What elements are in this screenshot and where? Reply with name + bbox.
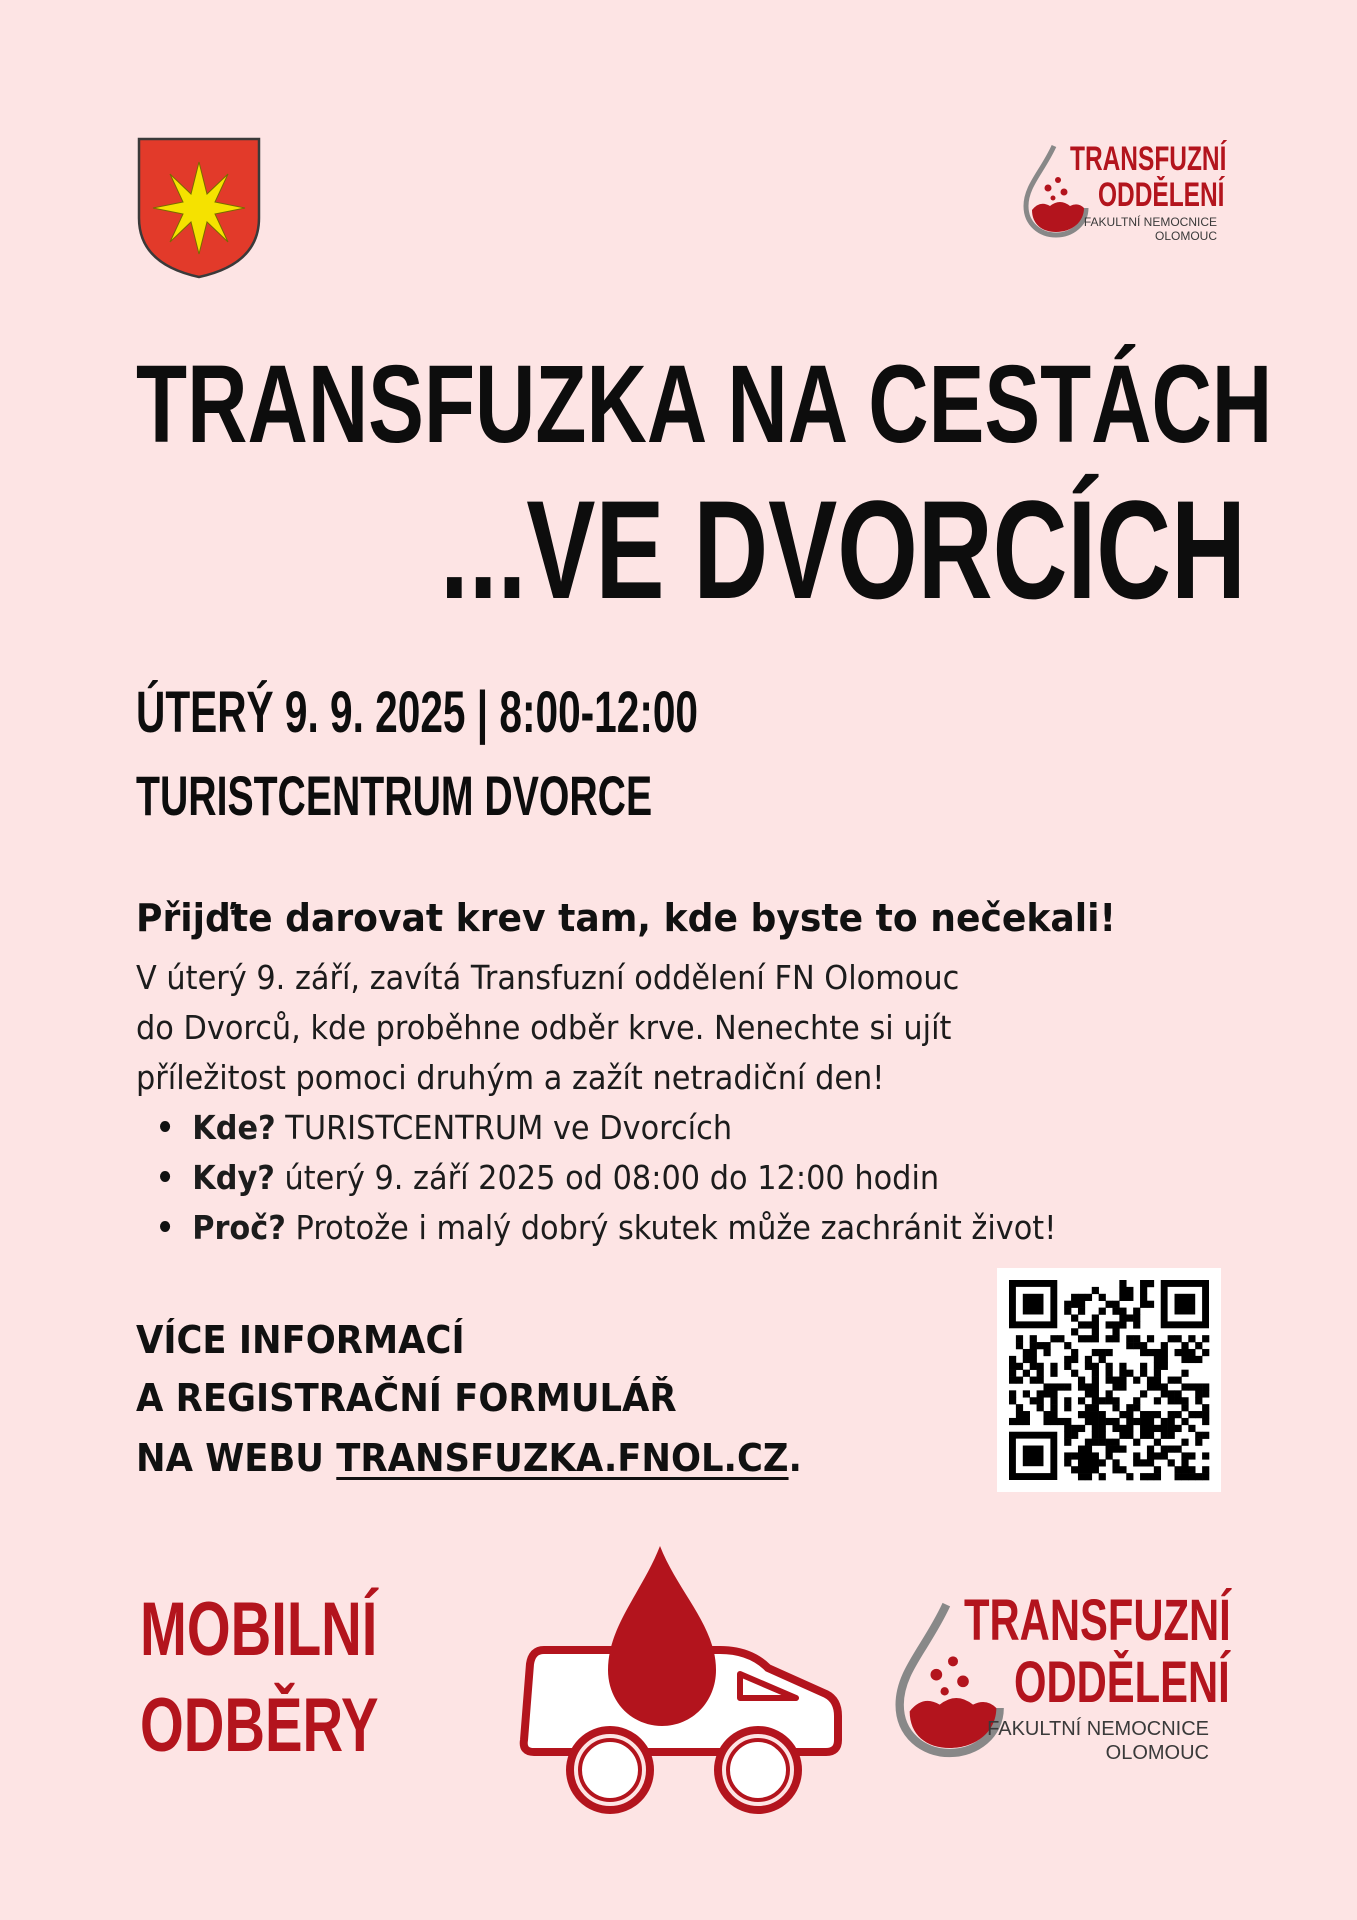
bullet-label: Proč? [192, 1208, 286, 1247]
bullet-text: TURISTCENTRUM ve Dvorcích [275, 1108, 733, 1147]
logo-subtitle-line2: OLOMOUC [1154, 229, 1217, 243]
list-item-when [160, 1158, 939, 1197]
bullet-text: úterý 9. září 2025 od 08:00 do 12:00 hodin [274, 1158, 940, 1197]
bullet-text: Protože i malý dobrý skutek může zachránit život! [285, 1208, 1057, 1247]
paragraph-line: příležitost pomoci druhým a zažít netradiční den! [136, 1058, 885, 1097]
bullet-label: Kdy? [192, 1158, 275, 1197]
event-date-time: ÚTERÝ 9. 9. 2025 | 8:00-12:00 [136, 680, 699, 745]
list-item-why [160, 1208, 1056, 1247]
website-link[interactable]: TRANSFUZKA.FNOL.CZ [336, 1436, 789, 1480]
logo-subtitle-line1: FAKULTNÍ NEMOCNICE [1083, 215, 1217, 229]
logo-subtitle-line2: OLOMOUC [1105, 1742, 1209, 1764]
more-info-line2: A REGISTRAČNÍ FORMULÁŘ [136, 1376, 677, 1420]
more-info-prefix: NA WEBU [136, 1436, 337, 1480]
mobile-title-line1: MOBILNÍ [140, 1587, 378, 1672]
list-item-where [160, 1108, 732, 1147]
lead-heading: Přijďte darovat krev tam, kde byste to nečekali! [136, 896, 1116, 940]
bullet-icon [160, 1221, 170, 1232]
logo-subtitle-line1: FAKULTNÍ NEMOCNICE [987, 1718, 1209, 1740]
page-title-line2: ...VE DVORCÍCH [440, 471, 1246, 628]
qr-code-icon[interactable] [997, 1268, 1221, 1492]
qr-code-graphic [997, 1268, 1221, 1492]
logo-title-line1: TRANSFUZNÍ [964, 1588, 1231, 1653]
blood-van-icon [510, 1540, 850, 1830]
more-info-suffix: . [788, 1436, 802, 1480]
page-title-line1: TRANSFUZKA NA CESTÁCH [136, 343, 1273, 466]
coat-of-arms-icon [136, 136, 262, 280]
logo-title-line2: ODDĚLENÍ [1098, 176, 1225, 214]
paragraph-line: V úterý 9. září, zavítá Transfuzní oddělení FN Olomouc [136, 958, 960, 997]
paragraph-line: do Dvorců, kde proběhne odběr krve. Nenechte si ujít [136, 1008, 952, 1047]
mobile-title-line2: ODBĚRY [140, 1683, 379, 1768]
more-info-line3 [136, 1436, 802, 1480]
more-info-line1: VÍCE INFORMACÍ [136, 1318, 465, 1362]
logo-title-line2: ODDĚLENÍ [1014, 1650, 1230, 1715]
event-place: TURISTCENTRUM DVORCE [136, 764, 653, 827]
bullet-icon [160, 1171, 170, 1182]
bullet-label: Kde? [192, 1108, 276, 1147]
logo-title-line1: TRANSFUZNÍ [1070, 140, 1227, 178]
bullet-icon [160, 1121, 170, 1132]
